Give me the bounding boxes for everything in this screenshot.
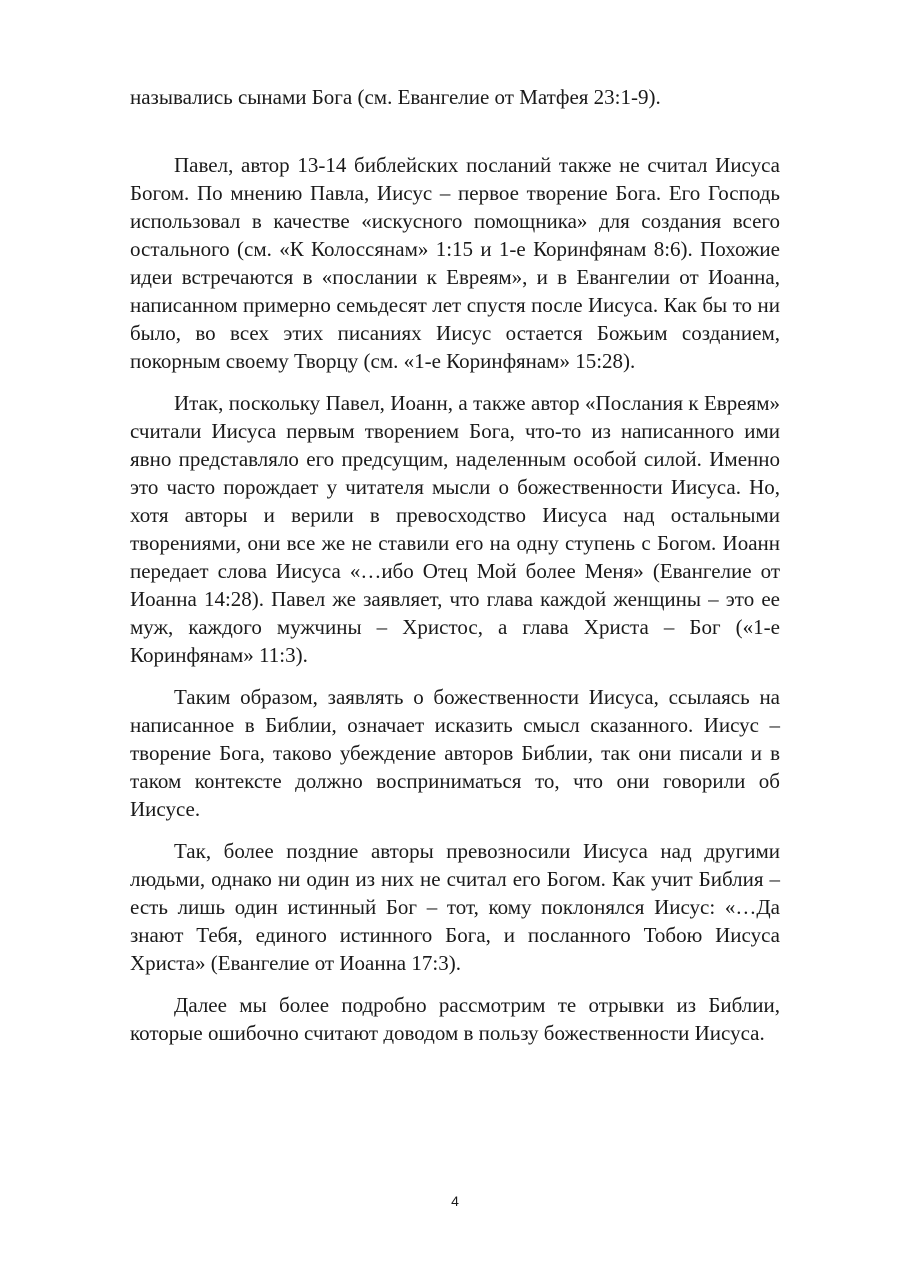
paragraph-next-section: Далее мы более подробно рассмотрим те отрывки из Библии, которые ошибочно считают доводом в пользу божественности Иисуса.	[130, 993, 780, 1045]
document-body	[130, 83, 780, 1047]
paragraph-continuation: назывались сынами Бога (см. Евангелие от Матфея 23:1-9).	[130, 85, 661, 109]
paragraph-paul: Павел, автор 13-14 библейских посланий также не считал Иисуса Богом. По мнению Павла, Иисус – первое творение Бога. Его Господь использовал в качестве «искусного помощника» для создания всего остального (см. «К Колоссянам» 1:15 и 1-е Коринфянам 8:6). Похожие идеи встречаются в «послании к Евреям», и в Евангелии от Иоанна, написанном примерно семьдесят лет спустя после Иисуса. Как бы то ни было, во всех этих писаниях Иисус остается Божьим созданием, покорным своему Творцу (см. «1-е Коринфянам» 15:28).	[130, 153, 780, 373]
paragraph-preexistence: Итак, поскольку Павел, Иоанн, а также автор «Послания к Евреям» считали Иисуса первым творением Бога, что-то из написанного ими явно представляло его предсущим, наделенным особой силой. Именно это часто порождает у читателя мысли о божественности Иисуса. Но, хотя авторы и верили в превосходство Иисуса над остальными творениями, они все же не ставили его на одну ступень с Богом. Иоанн передает слова Иисуса «…ибо Отец Мой более Меня» (Евангелие от Иоанна 14:28). Павел же заявляет, что глава каждой женщины – это ее муж, каждого мужчины – Христос, а глава Христа – Бог («1-е Коринфянам» 11:3).	[130, 391, 780, 667]
page-number: 4	[451, 1193, 459, 1209]
paragraph-conclusion: Таким образом, заявлять о божественности Иисуса, ссылаясь на написанное в Библии, означает исказить смысл сказанного. Иисус – творение Бога, таково убеждение авторов Библии, так они писали и в таком контексте должно восприниматься то, что они говорили об Иисусе.	[130, 685, 780, 821]
paragraph-one-true-god: Так, более поздние авторы превозносили Иисуса над другими людьми, однако ни один из них не считал его Богом. Как учит Библия – есть лишь один истинный Бог – тот, кому поклонялся Иисус: «…Да знают Тебя, единого истинного Бога, и посланного Тобою Иисуса Христа» (Евангелие от Иоанна 17:3).	[130, 839, 780, 975]
